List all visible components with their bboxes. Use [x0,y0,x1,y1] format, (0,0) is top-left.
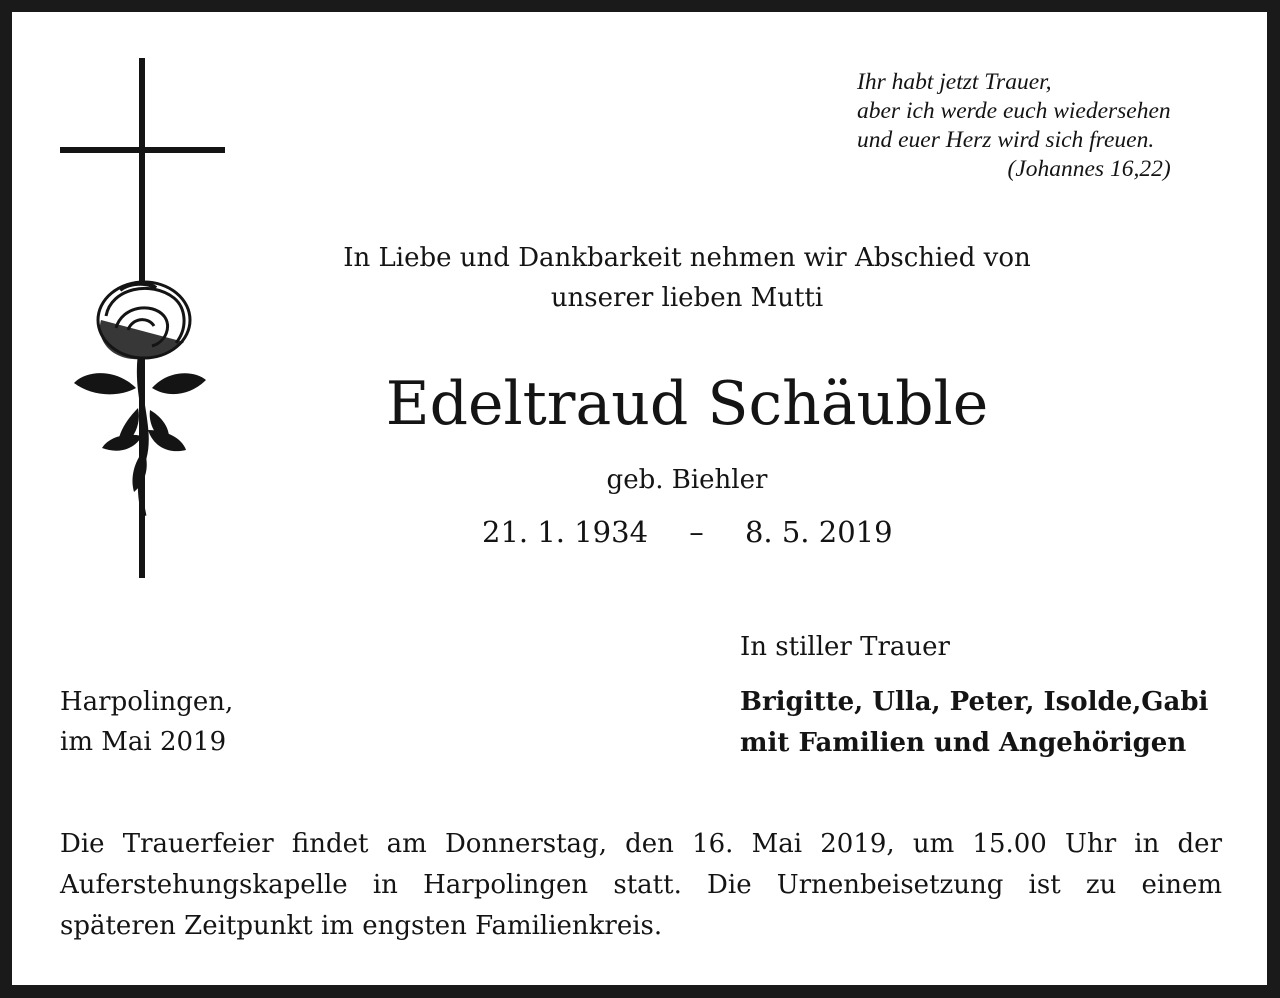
death-date: 8. 5. 2019 [744,515,893,549]
cross-icon [56,58,246,582]
obituary-card [12,12,1267,985]
date-dash: – [689,515,704,549]
place-line-1: Harpolingen, [60,687,234,717]
birth-name: geb. Biehler [606,465,768,495]
mourners-list [740,682,1208,764]
notice-line: Die Trauerfeier findet am Donnerstag, den 16. Mai 2019, um 15.00 Uhr in der [60,829,1222,859]
birth-date: 21. 1. 1934 [482,515,649,549]
bible-verse [857,68,1171,184]
deceased-name: Edeltraud Schäuble [385,369,989,439]
intro-text [262,238,1112,318]
mourners-line-2: mit Familien und Angehörigen [740,728,1187,758]
rose-icon [74,282,206,516]
verse-line: aber ich werde euch wiedersehen [857,98,1171,124]
intro-line-2: unserer lieben Mutti [550,283,824,313]
notice-line: Auferstehungskapelle in Harpolingen statt. Die Urnenbeisetzung ist zu einem [60,870,1222,900]
place-and-date [60,682,233,762]
place-line-2: im Mai 2019 [60,727,227,757]
funeral-notice [60,824,1222,947]
life-dates [482,512,893,552]
verse-line: und euer Herz wird sich freuen. [857,127,1155,153]
notice-line: späteren Zeitpunkt im engsten Familienkreis. [60,911,663,941]
mourning-heading: In stiller Trauer [740,632,950,662]
verse-reference: (Johannes 16,22) [1007,156,1171,182]
verse-line: Ihr habt jetzt Trauer, [857,69,1052,95]
intro-line-1: In Liebe und Dankbarkeit nehmen wir Abschied von [343,243,1031,273]
mourners-line-1: Brigitte, Ulla, Peter, Isolde,Gabi [740,687,1209,717]
